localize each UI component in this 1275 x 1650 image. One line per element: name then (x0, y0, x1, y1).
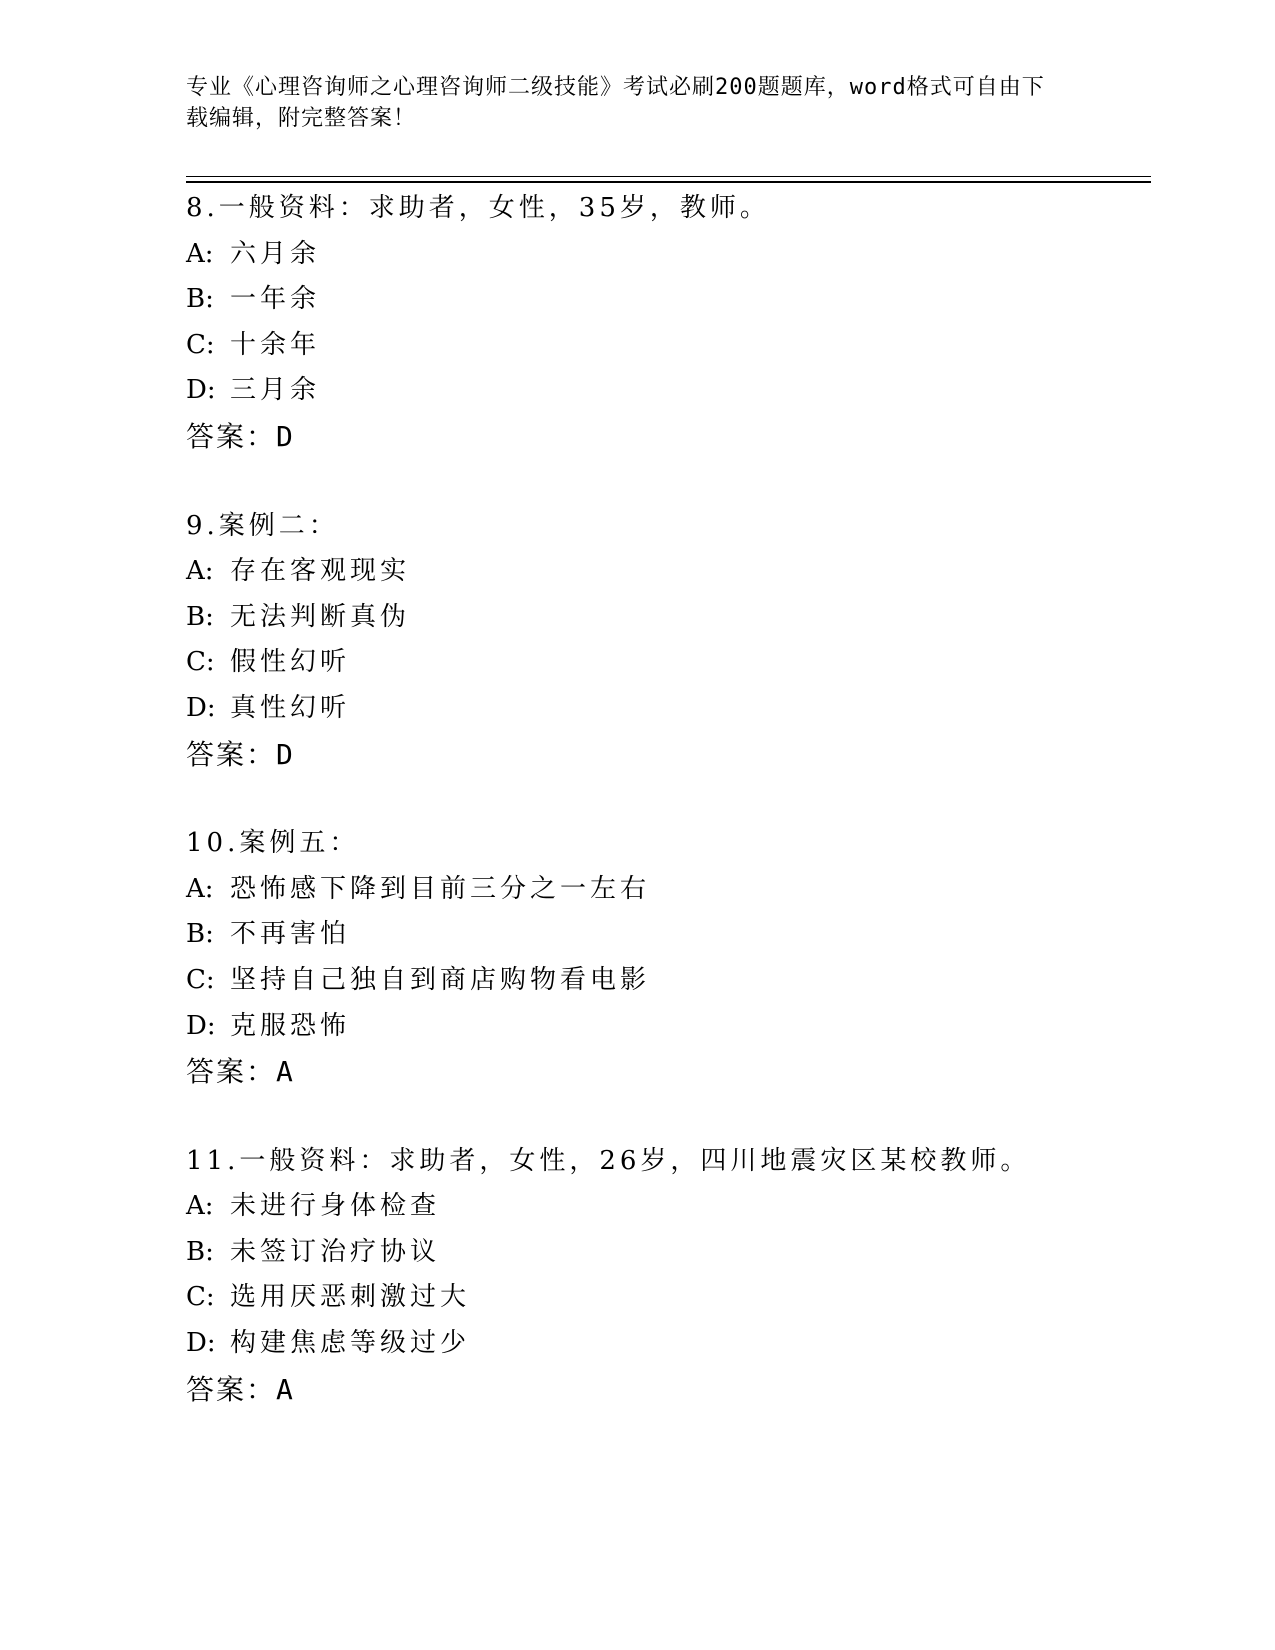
option-text: 构建焦虑等级过少 (230, 1328, 471, 1359)
option-a (186, 232, 1146, 278)
question-item (186, 504, 1146, 778)
option-text: 未签订治疗协议 (230, 1236, 441, 1267)
option-key: C: (186, 964, 215, 995)
answer-value: D (276, 419, 295, 453)
question-stem: 10.案例五： (186, 828, 360, 859)
answer-value: A (276, 1055, 295, 1089)
answer-line (186, 732, 1146, 778)
option-text: 一年余 (230, 284, 321, 315)
option-text: 存在客观现实 (230, 556, 411, 587)
option-d (186, 686, 1146, 732)
option-b (186, 595, 1146, 641)
option-key: B: (186, 601, 214, 632)
option-key: D: (186, 375, 216, 406)
question-item (186, 1139, 1146, 1413)
option-key: C: (186, 1282, 215, 1313)
option-text: 假性幻听 (230, 647, 351, 678)
question-stem: 11.一般资料：求助者，女性，26岁，四川地震灾区某校教师。 (186, 1145, 1031, 1176)
answer-label: 答案： (186, 1055, 277, 1089)
option-c (186, 323, 1146, 369)
header-divider-thick (186, 181, 1151, 183)
option-key: A: (186, 873, 214, 904)
answer-line (186, 414, 1146, 460)
question-stem: 9.案例二： (186, 510, 339, 541)
question-list (186, 186, 1146, 1456)
option-text: 不再害怕 (230, 919, 351, 950)
option-d (186, 1321, 1146, 1367)
answer-label: 答案： (186, 419, 277, 453)
option-key: A: (186, 238, 214, 269)
option-key: C: (186, 329, 215, 360)
option-key: C: (186, 647, 215, 678)
option-text: 克服恐怖 (230, 1010, 351, 1041)
option-key: D: (186, 1328, 216, 1359)
option-d (186, 368, 1146, 414)
option-a (186, 1184, 1146, 1230)
document-header: 专业《心理咨询师之心理咨询师二级技能》考试必刷200题题库，word格式可自由下载编辑，附完整答案！ (186, 75, 1045, 131)
option-text: 坚持自己独自到商店购物看电影 (230, 964, 651, 995)
option-text: 无法判断真伪 (230, 601, 411, 632)
option-text: 六月余 (230, 238, 321, 269)
option-key: D: (186, 692, 216, 723)
answer-line (186, 1367, 1146, 1413)
answer-value: D (276, 737, 295, 771)
option-a (186, 549, 1146, 595)
option-text: 三月余 (230, 375, 321, 406)
option-a (186, 867, 1146, 913)
option-text: 十余年 (230, 329, 321, 360)
option-c (186, 958, 1146, 1004)
answer-label: 答案： (186, 737, 277, 771)
option-text: 恐怖感下降到目前三分之一左右 (230, 873, 651, 904)
option-b (186, 912, 1146, 958)
option-text: 未进行身体检查 (230, 1191, 441, 1222)
question-item (186, 821, 1146, 1095)
option-c (186, 640, 1146, 686)
answer-line (186, 1049, 1146, 1095)
question-item (186, 186, 1146, 460)
option-text: 真性幻听 (230, 692, 351, 723)
option-key: B: (186, 284, 214, 315)
answer-value: A (276, 1372, 295, 1406)
question-stem: 8.一般资料：求助者，女性，35岁，教师。 (186, 193, 770, 223)
option-c (186, 1275, 1146, 1321)
option-key: B: (186, 1236, 214, 1267)
option-text: 选用厌恶刺激过大 (230, 1282, 471, 1313)
option-key: D: (186, 1010, 216, 1041)
option-key: B: (186, 919, 214, 950)
option-key: A: (186, 556, 214, 587)
option-b (186, 1230, 1146, 1276)
option-d (186, 1004, 1146, 1050)
option-key: A: (186, 1191, 214, 1222)
answer-label: 答案： (186, 1372, 277, 1406)
option-b (186, 277, 1146, 323)
header-divider-thin (186, 176, 1151, 177)
